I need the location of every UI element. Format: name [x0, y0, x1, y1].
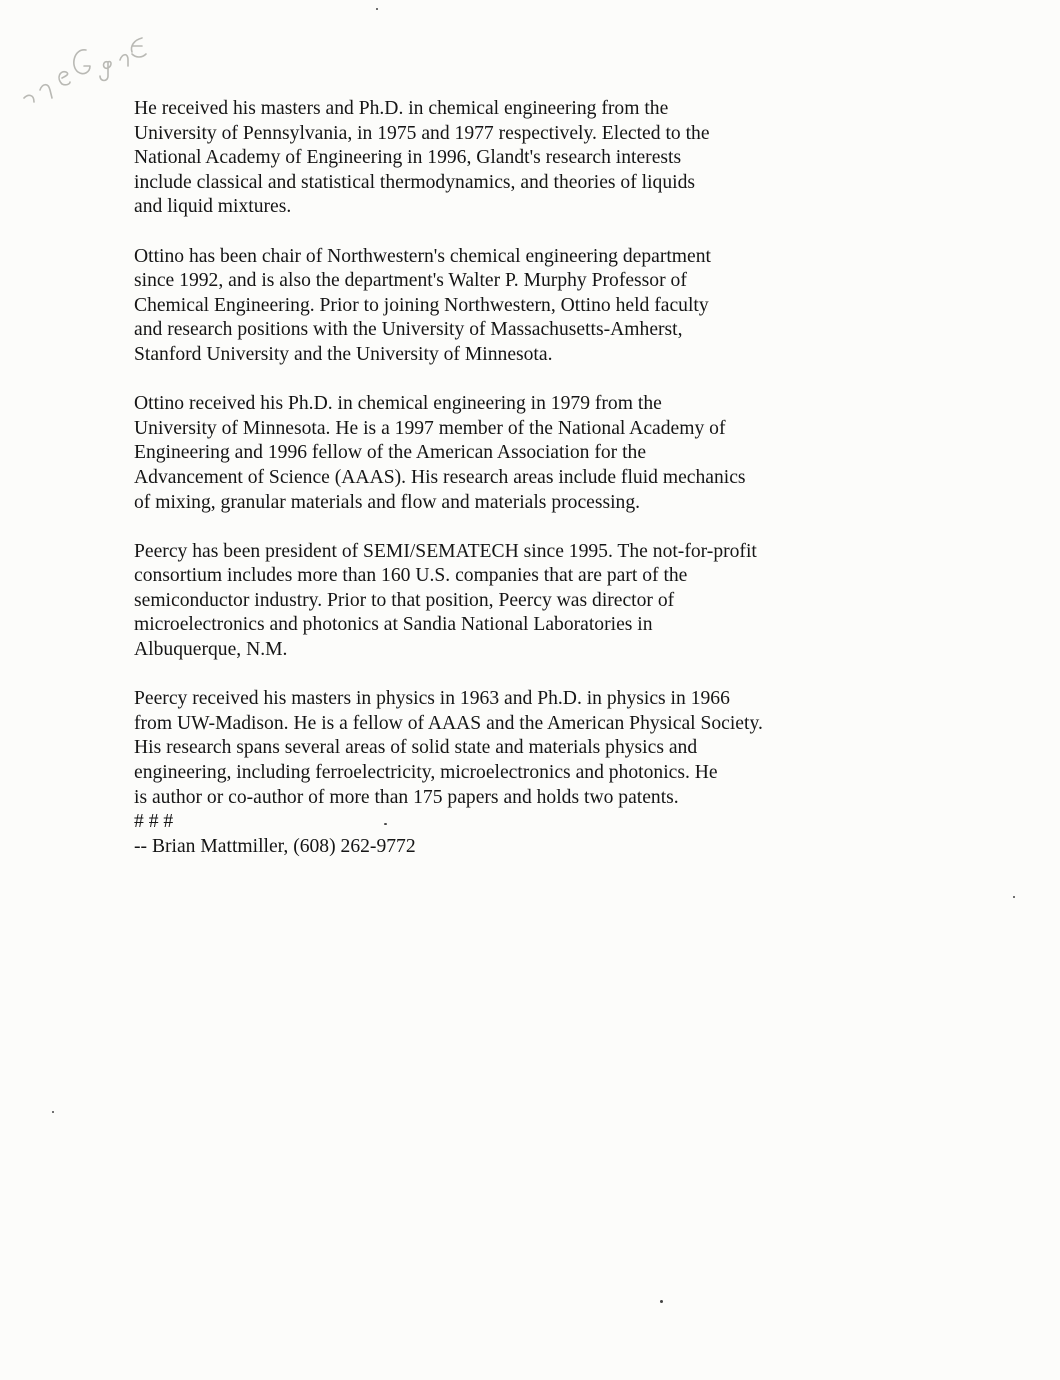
text-line: and research positions with the University of Massachusetts-Amherst, — [134, 319, 683, 341]
text-line: since 1992, and is also the department's Walter P. Murphy Professor of — [134, 270, 687, 292]
text-line: consortium includes more than 160 U.S. companies that are part of the — [134, 565, 688, 587]
paragraph-peercy-education — [134, 687, 834, 859]
end-mark: # # # — [134, 811, 174, 833]
text-line: Stanford University and the University of Minnesota. — [134, 343, 553, 365]
text-line: Peercy has been president of SEMI/SEMATECH since 1995. The not-for-profit — [134, 540, 757, 562]
scan-speck — [1013, 896, 1015, 898]
text-line: engineering, including ferroelectricity, microelectronics and photonics. He — [134, 762, 718, 784]
paragraph-ottino-position — [134, 245, 834, 368]
text-line: Ottino has been chair of Northwestern's chemical engineering department — [134, 245, 711, 267]
text-line: is author or co-author of more than 175 papers and holds two patents. — [134, 786, 679, 808]
handwritten-annotation — [4, 32, 154, 112]
scan-speck — [52, 1111, 54, 1113]
paragraph-glandt-education — [134, 97, 834, 220]
scan-speck — [376, 8, 378, 10]
contact-line: -- Brian Mattmiller, (608) 262-9772 — [134, 835, 416, 857]
paragraph-ottino-education — [134, 392, 834, 515]
text-line: His research spans several areas of solid state and materials physics and — [134, 737, 698, 759]
text-line: Albuquerque, N.M. — [134, 639, 288, 661]
press-release-body — [134, 97, 834, 859]
text-line: include classical and statistical thermodynamics, and theories of liquids — [134, 171, 695, 193]
text-line: Ottino received his Ph.D. in chemical engineering in 1979 from the — [134, 393, 662, 415]
text-line: from UW-Madison. He is a fellow of AAAS and the American Physical Society. — [134, 712, 763, 734]
text-line: semiconductor industry. Prior to that position, Peercy was director of — [134, 589, 675, 611]
text-line: University of Minnesota. He is a 1997 member of the National Academy of — [134, 417, 726, 439]
text-line: microelectronics and photonics at Sandia National Laboratories in — [134, 614, 653, 636]
text-line: and liquid mixtures. — [134, 196, 292, 218]
text-line: Engineering and 1996 fellow of the American Association for the — [134, 442, 647, 464]
text-line: Chemical Engineering. Prior to joining Northwestern, Ottino held faculty — [134, 294, 709, 316]
text-line: Peercy received his masters in physics in 1963 and Ph.D. in physics in 1966 — [134, 688, 730, 710]
text-line: He received his masters and Ph.D. in chemical engineering from the — [134, 98, 669, 119]
scan-speck — [660, 1300, 663, 1303]
paragraph-peercy-position — [134, 540, 834, 663]
text-line: University of Pennsylvania, in 1975 and 1977 respectively. Elected to the — [134, 122, 710, 144]
text-line: of mixing, granular materials and flow and materials processing. — [134, 491, 641, 513]
text-line: Advancement of Science (AAAS). His research areas include fluid mechanics — [134, 466, 746, 488]
text-line: National Academy of Engineering in 1996, Glandt's research interests — [134, 147, 682, 169]
